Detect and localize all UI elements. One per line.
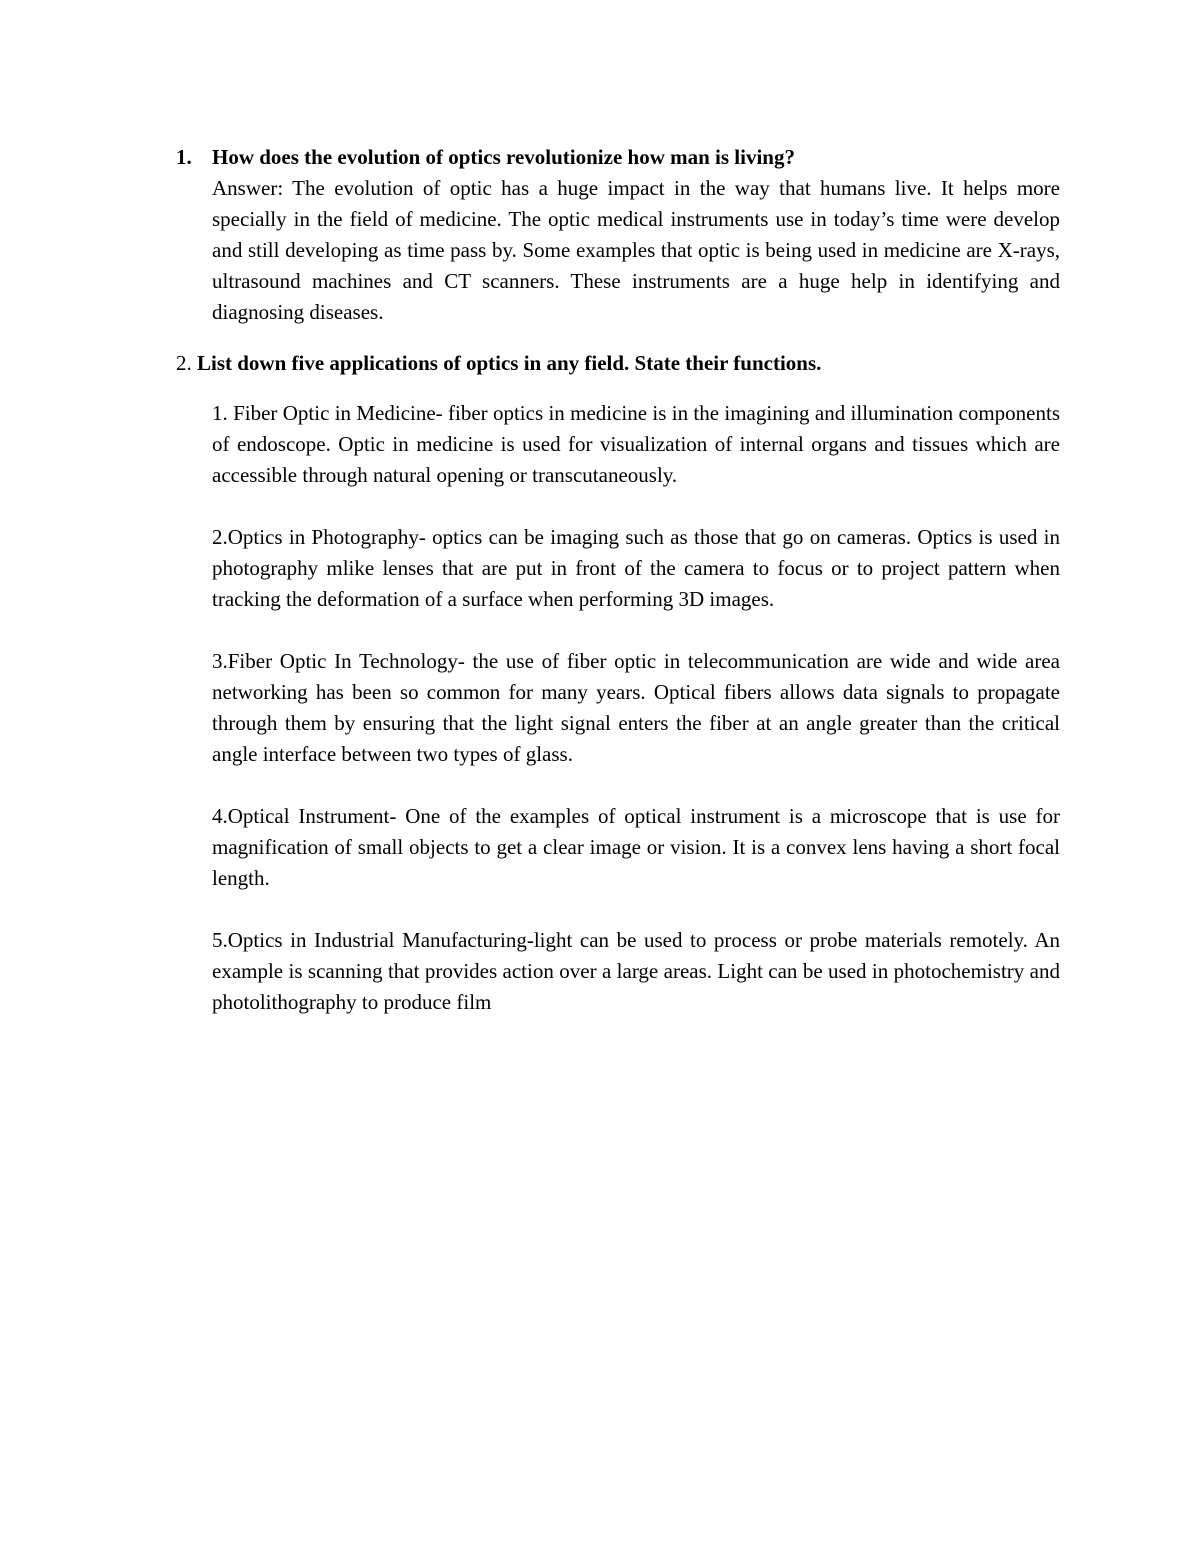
applications-list	[212, 398, 1060, 1018]
question-1	[176, 142, 1060, 328]
question-1-text: How does the evolution of optics revolutionize how man is living?	[212, 145, 795, 169]
application-item-2: 2.Optics in Photography- optics can be imaging such as those that go on cameras. Optics is used in photography mlike lenses that are put in front of the camera to focus or to project pattern when tracking the deformation of a surface when performing 3D images.	[212, 525, 1060, 611]
question-1-answer: Answer: The evolution of optic has a huge impact in the way that humans live. It helps more specially in the field of medicine. The optic medical instruments use in today’s time were develop and still developing as time pass by. Some examples that optic is being used in medicine are X-rays, ultrasound machines and CT scanners. These instruments are a huge help in identifying and diagnosing diseases.	[212, 176, 1060, 324]
application-item-5: 5.Optics in Industrial Manufacturing-light can be used to process or probe materials remotely. An example is scanning that provides action over a large areas. Light can be used in photochemistry and photolithography to produce film	[212, 928, 1060, 1014]
question-2-heading	[176, 348, 1060, 379]
application-item-1: 1. Fiber Optic in Medicine- fiber optics in medicine is in the imagining and illumination components of endoscope. Optic in medicine is used for visualization of internal organs and tissues which are accessible through natural opening or transcutaneously.	[212, 401, 1060, 487]
question-2	[176, 348, 1060, 1049]
question-1-number: 1.	[176, 145, 192, 169]
question-2-text: List down five applications of optics in any field. State their functions.	[197, 351, 822, 375]
question-2-number: 2.	[176, 351, 192, 375]
application-item-4: 4.Optical Instrument- One of the examples of optical instrument is a microscope that is use for magnification of small objects to get a clear image or vision. It is a convex lens having a short focal length.	[212, 804, 1060, 890]
application-item-3: 3.Fiber Optic In Technology- the use of fiber optic in telecommunication are wide and wide area networking has been so common for many years. Optical fibers allows data signals to propagate through them by ensuring that the light signal enters the fiber at an angle greater than the critical angle interface between two types of glass.	[212, 649, 1060, 766]
